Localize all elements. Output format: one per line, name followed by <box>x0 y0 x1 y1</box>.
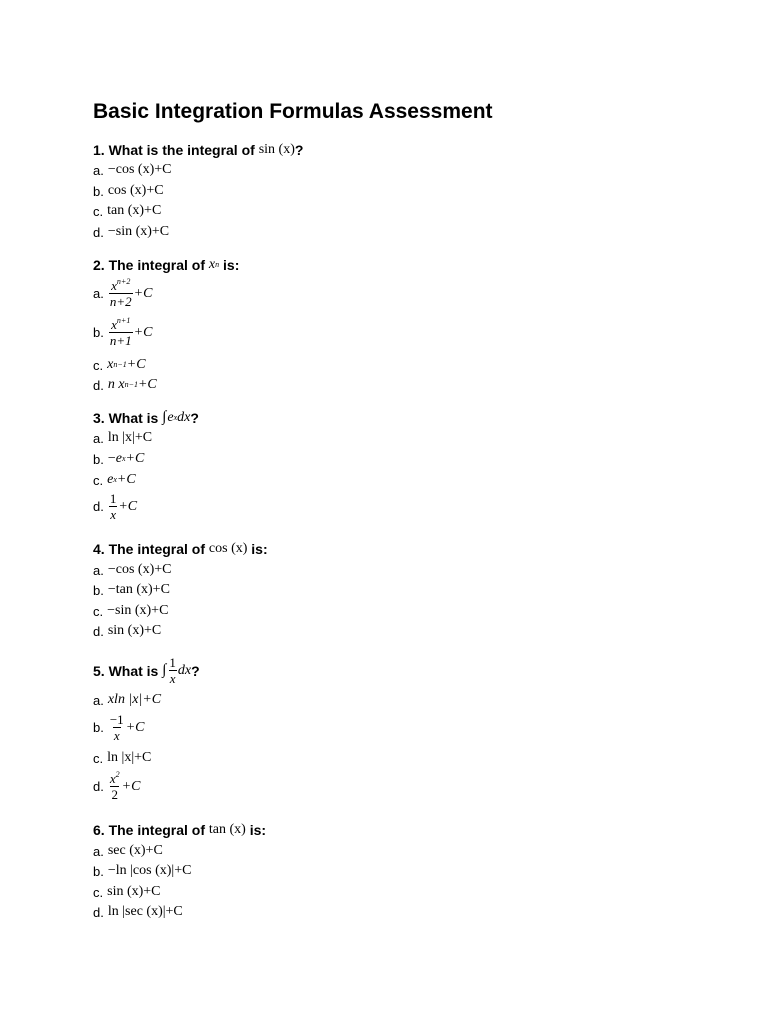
option-math: e x +C <box>107 472 136 487</box>
question-5-prefix: 5. What is <box>93 662 159 679</box>
q6-option-d[interactable] <box>93 904 183 920</box>
option-math: −cos (x)+C <box>107 162 172 177</box>
option-math: tan (x)+C <box>107 203 162 218</box>
fraction: $\frac{1}{x}$ <box>109 491 117 522</box>
question-2-prefix: 2. The integral of <box>93 257 206 273</box>
option-math: −tan (x)+C <box>107 582 170 597</box>
fraction: $\frac{1}{x}$ <box>169 655 176 686</box>
q3-option-c[interactable] <box>93 472 136 488</box>
option-math: sin (x)+C <box>107 884 161 899</box>
option-label: c. <box>93 203 104 219</box>
option-label: b. <box>93 582 104 598</box>
q3-option-a[interactable] <box>93 430 152 446</box>
fraction: $\frac{x^{n+1}}{n+1}$ <box>109 316 132 348</box>
question-1-suffix: ? <box>294 142 304 158</box>
option-label: a. <box>93 430 104 446</box>
question-1-prefix: 1. What is the integral of <box>93 142 255 158</box>
option-label: b. <box>93 451 104 467</box>
option-math: −cos (x)+C <box>107 562 172 577</box>
q1-option-d[interactable] <box>93 224 169 240</box>
question-1 <box>93 142 303 158</box>
option-label: b. <box>93 720 104 735</box>
option-label: a. <box>93 843 104 859</box>
option-label: d. <box>93 904 104 920</box>
question-3-math: ∫ e x dx <box>162 409 191 425</box>
q2-option-b[interactable] <box>93 318 152 347</box>
question-2-suffix: is: <box>223 257 240 273</box>
option-math: xln |x|+C <box>107 692 162 707</box>
question-6-math: tan (x) <box>208 822 246 837</box>
option-math: x n−1 +C <box>107 357 146 372</box>
option-label: b. <box>93 325 104 340</box>
option-label: c. <box>93 357 104 373</box>
question-4-prefix: 4. The integral of <box>93 541 206 557</box>
option-math: ln |sec (x)|+C <box>107 904 183 919</box>
option-math: sec (x)+C <box>107 843 163 858</box>
question-2 <box>93 257 239 273</box>
option-label: d. <box>93 623 104 639</box>
option-label: c. <box>93 472 104 488</box>
q6-option-b[interactable] <box>93 863 191 879</box>
option-label: c. <box>93 750 104 766</box>
option-label: b. <box>93 863 104 879</box>
question-5-suffix: ? <box>191 662 200 679</box>
option-math: −ln |cos (x)|+C <box>107 863 192 878</box>
question-3-suffix: ? <box>190 409 199 426</box>
option-label: a. <box>93 562 104 578</box>
question-6 <box>93 822 266 838</box>
option-math: $\frac{-1}{x}$ +C <box>109 712 145 743</box>
q2-option-d[interactable] <box>93 377 157 393</box>
q4-option-b[interactable] <box>93 582 170 598</box>
fraction: $\frac{x^{n+2}}{n+2}$ <box>109 277 132 309</box>
q4-option-a[interactable] <box>93 562 171 578</box>
option-label: b. <box>93 183 104 199</box>
q6-option-a[interactable] <box>93 843 163 859</box>
question-6-prefix: 6. The integral of <box>93 822 206 838</box>
option-label: d. <box>93 779 104 794</box>
q1-option-b[interactable] <box>93 183 164 199</box>
option-math: cos (x)+C <box>107 183 164 198</box>
option-label: d. <box>93 377 104 393</box>
option-math: ln |x|+C <box>107 750 152 765</box>
q5-option-a[interactable] <box>93 692 161 708</box>
question-5-math: ∫ $\frac{1}{x}$ dx <box>162 655 192 686</box>
option-math: ln |x|+C <box>107 430 153 445</box>
question-1-math: sin (x) <box>258 142 295 157</box>
q2-option-c[interactable] <box>93 357 146 373</box>
option-math: −sin (x)+C <box>107 224 170 239</box>
option-label: a. <box>93 692 104 708</box>
option-math: $\frac{x^{n+2}}{n+2}$ +C <box>109 277 153 309</box>
q4-option-c[interactable] <box>93 603 168 619</box>
option-math: − e x +C <box>107 451 145 466</box>
option-math: −sin (x)+C <box>107 603 169 618</box>
option-math: sin (x)+C <box>107 623 162 638</box>
question-3-prefix: 3. What is <box>93 409 159 426</box>
question-3 <box>93 409 199 426</box>
q5-option-c[interactable] <box>93 750 151 766</box>
question-5 <box>93 656 200 685</box>
q5-option-d[interactable] <box>93 772 140 801</box>
page-title: Basic Integration Formulas Assessment <box>93 100 493 123</box>
option-label: c. <box>93 603 104 619</box>
question-2-math: x n <box>208 257 220 272</box>
fraction: $\frac{-1}{x}$ <box>109 712 124 743</box>
option-label: a. <box>93 286 104 301</box>
option-label: a. <box>93 162 104 178</box>
q2-option-a[interactable] <box>93 279 152 308</box>
question-4-suffix: is: <box>251 541 268 557</box>
q5-option-b[interactable] <box>93 713 144 742</box>
option-math: $\frac{x^2}{2}$ +C <box>109 770 141 802</box>
option-math: $\frac{1}{x}$ +C <box>109 491 138 522</box>
option-math: $\frac{x^{n+1}}{n+1}$ +C <box>109 316 153 348</box>
q1-option-a[interactable] <box>93 162 171 178</box>
q1-option-c[interactable] <box>93 203 161 219</box>
option-math: n x n−1 +C <box>107 377 157 392</box>
question-6-suffix: is: <box>249 822 267 838</box>
option-label: d. <box>93 224 104 240</box>
q6-option-c[interactable] <box>93 884 161 900</box>
option-label: d. <box>93 499 104 514</box>
question-4 <box>93 541 268 557</box>
question-4-math: cos (x) <box>208 541 248 556</box>
q3-option-d[interactable] <box>93 492 137 521</box>
q4-option-d[interactable] <box>93 623 161 639</box>
fraction: $\frac{x^2}{2}$ <box>109 770 120 802</box>
q3-option-b[interactable] <box>93 451 144 467</box>
option-label: c. <box>93 884 104 900</box>
